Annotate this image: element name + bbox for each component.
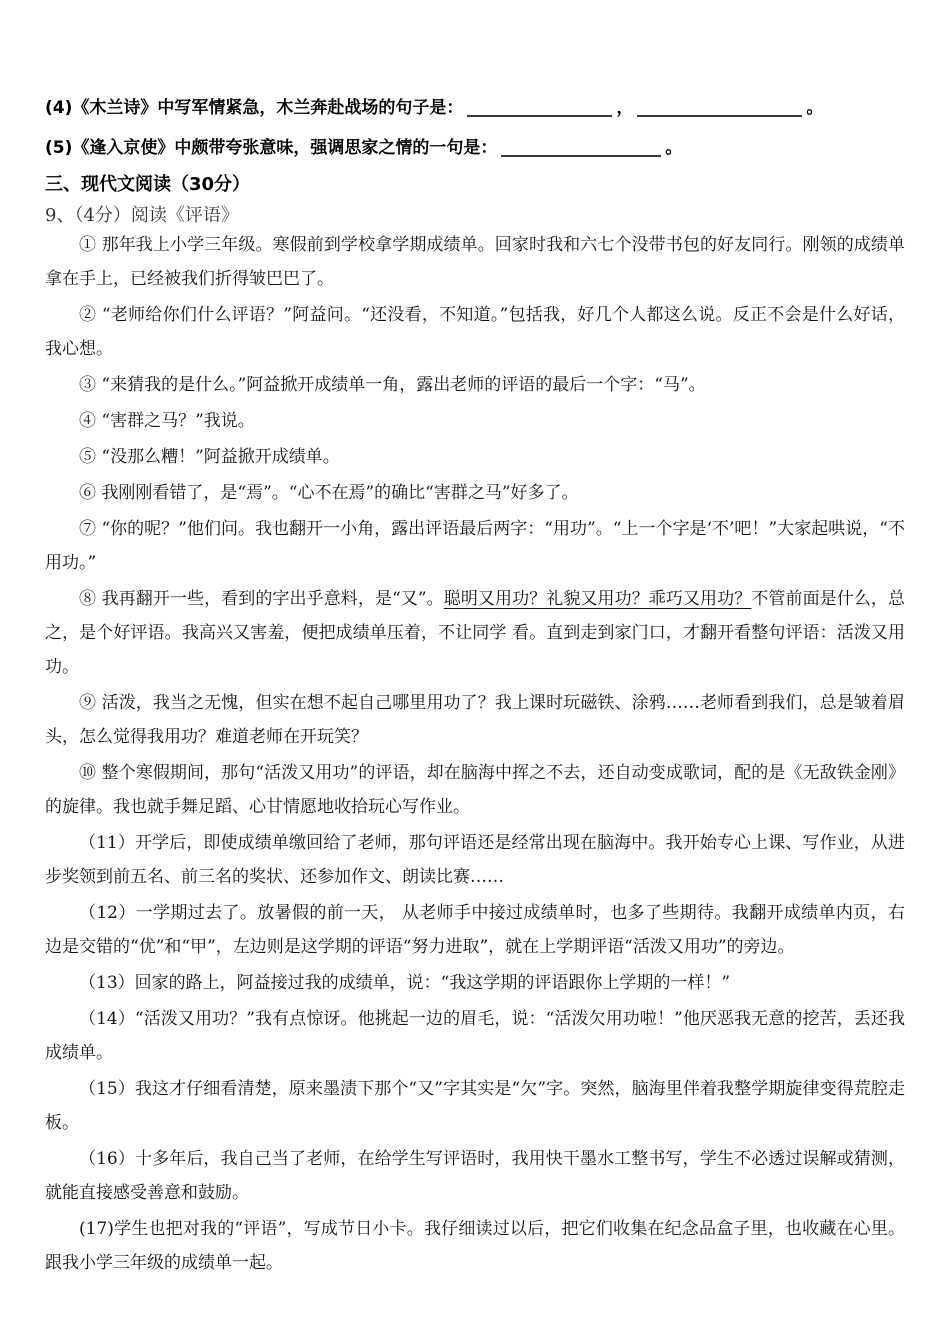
paragraph-text: ⑤ “没那么糟！”阿益掀开成绩单。 <box>79 447 340 467</box>
passage-paragraph <box>45 298 905 366</box>
answer-blank-line <box>637 103 802 117</box>
blank-separator-comma: ， <box>616 98 634 118</box>
underlined-phrase: 聪明又用功？礼貌又用功？乖巧又用功？ <box>443 589 752 609</box>
passage-paragraph <box>45 404 905 438</box>
passage-paragraph <box>45 686 905 754</box>
paragraph-text: ⑥ 我刚刚看错了，是“焉”。“心不在焉”的确比“害群之马”好多了。 <box>79 483 579 503</box>
fill-in-question-5 <box>45 128 905 168</box>
passage-paragraph <box>45 512 905 580</box>
passage-paragraph <box>45 1002 905 1070</box>
answer-blank-line <box>501 143 661 157</box>
paragraph-text: (17)学生也把对我的“评语”，写成节日小卡。我仔细读过以后，把它们收集在纪念品盒子里，也收藏在心里。跟我小学三年级的成绩单一起。 <box>45 1219 905 1273</box>
section-header: 三、现代文阅读（30分） <box>45 174 251 195</box>
passage-paragraph <box>45 368 905 402</box>
paragraph-text: ① 那年我上小学三年级。寒假前到学校拿学期成绩单。回家时我和六七个没带书包的好友同行。刚领的成绩单拿在手上，已经被我们折得皱巴巴了。 <box>45 235 905 289</box>
question-9-label: 9、（4分）阅读《评语》 <box>45 205 239 226</box>
paragraph-text: ⑦ “你的呢？”他们问。我也翻开一小角，露出评语最后两字：“用功”。“上一个字是‘不’吧！”大家起哄说，“不用功。” <box>45 519 905 573</box>
paragraph-text: ③ “来猜我的是什么。”阿益掀开成绩单一角，露出老师的评语的最后一个字：“马”。 <box>79 375 706 395</box>
paragraph-text: 不管前面是什么，总之，是个好评语。我高兴又害羞，便把成绩单压着，不让同学 看。直到走到家门口，才翻开看整句评语：活泼又用功。 <box>45 589 905 677</box>
passage-paragraph <box>45 1212 905 1280</box>
sentence-period: 。 <box>665 138 683 158</box>
question-4-text: (4)《木兰诗》中写军情紧急，木兰奔赴战场的句子是： <box>45 98 464 118</box>
paragraph-text: （13）回家的路上，阿益接过我的成绩单，说：“我这学期的评语跟你上学期的一样！” <box>79 973 731 993</box>
question-5-text: (5)《逢入京使》中颇带夸张意味，强调思家之情的一句是： <box>45 138 498 158</box>
passage-paragraph <box>45 966 905 1000</box>
answer-blank-line <box>467 103 612 117</box>
fill-in-question-4 <box>45 88 905 128</box>
paragraph-text: （12）一学期过去了。放暑假的前一天， 从老师手中接过成绩单时，也多了些期待。我翻开成绩单内页，右边是交错的“优”和“甲”，左边则是这学期的评语“努力进取”，就在上学期评语“活泼又用功”的旁边。 <box>45 903 905 957</box>
passage-paragraph <box>45 228 905 296</box>
paragraph-text: ⑩ 整个寒假期间，那句“活泼又用功”的评语，却在脑海中挥之不去，还自动变成歌词，配的是《无敌铁金刚》的旋律。我也就手舞足蹈、心甘情愿地收拾玩心写作业。 <box>45 763 905 817</box>
passage-paragraph <box>45 896 905 964</box>
paragraph-text: ⑧ 我再翻开一些，看到的字出乎意料，是“又”。 <box>79 589 444 609</box>
paragraph-text: （16）十多年后，我自己当了老师，在给学生写评语时，我用快干墨水工整书写，学生不必透过误解或猜测，就能直接感受善意和鼓励。 <box>45 1149 905 1203</box>
passage-paragraph <box>45 476 905 510</box>
paragraph-text: （15）我这才仔细看清楚，原来墨渍下那个“又”字其实是“欠”字。突然，脑海里伴着我整学期旋律变得荒腔走板。 <box>45 1079 905 1133</box>
reading-passage <box>45 228 905 1280</box>
passage-paragraph <box>45 440 905 474</box>
paragraph-text: ② “老师给你们什么评语？”阿益问。“还没看，不知道。”包括我，好几个人都这么说。反正不会是什么好话，我心想。 <box>45 305 905 359</box>
passage-paragraph <box>45 826 905 894</box>
passage-paragraph <box>45 582 905 684</box>
paragraph-text: ⑨ 活泼，我当之无愧，但实在想不起自己哪里用功了？我上课时玩磁铁、涂鸦……老师看到我们，总是皱着眉头，怎么觉得我用功？难道老师在开玩笑？ <box>45 693 905 747</box>
passage-paragraph <box>45 1072 905 1140</box>
paragraph-text: ④ “害群之马？”我说。 <box>79 411 255 431</box>
paragraph-text: （14）“活泼又用功？”我有点惊讶。他挑起一边的眉毛，说：“活泼欠用功啦！”他厌恶我无意的挖苦，丢还我成绩单。 <box>45 1009 905 1063</box>
sentence-period: 。 <box>806 98 824 118</box>
passage-paragraph <box>45 756 905 824</box>
paragraph-text: （11）开学后，即使成绩单缴回给了老师，那句评语还是经常出现在脑海中。我开始专心上课、写作业，从进步奖领到前五名、前三名的奖状、还参加作文、朗读比赛…… <box>45 833 905 887</box>
passage-paragraph <box>45 1142 905 1210</box>
